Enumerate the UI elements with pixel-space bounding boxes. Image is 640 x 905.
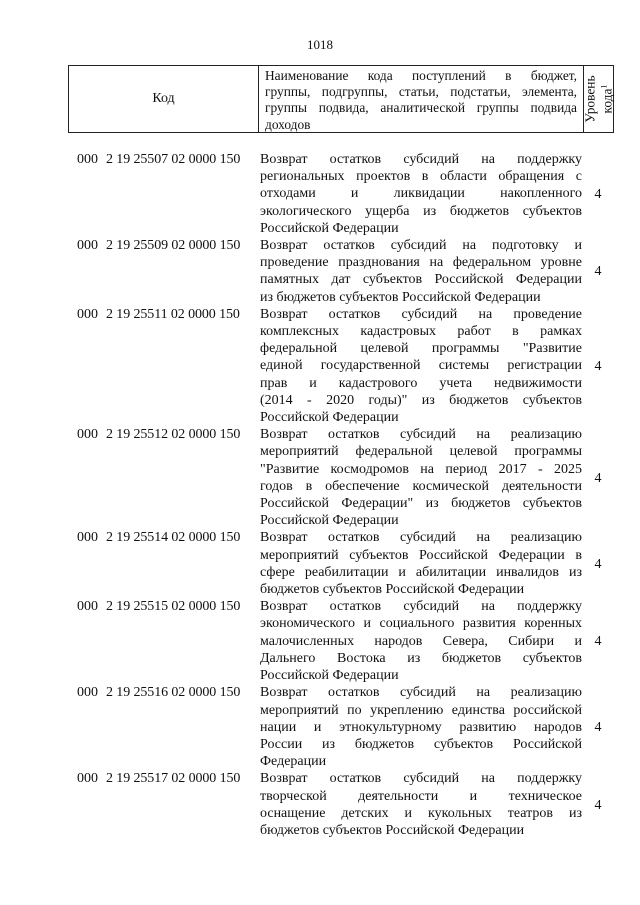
row-description-line: мероприятий по укреплению единства российской (260, 702, 582, 718)
row-description-line: проведение празднования на федеральном уровне (260, 255, 582, 271)
row-code-level: 4 (594, 797, 602, 813)
row-description-line: мероприятий субъектов Российской Федерации в (260, 547, 582, 563)
row-description-line: экологического ущерба из бюджетов субъектов (260, 203, 582, 219)
row-revenue-code: 2 19 25515 02 0000 150 (106, 599, 241, 615)
row-description (260, 529, 582, 598)
row-code-level: 4 (594, 359, 602, 375)
row-admin-code: 000 (77, 238, 98, 254)
header-name-line: Наименование кода поступлений в бюджет, (265, 68, 577, 83)
header-level-word: Уровень (581, 75, 597, 123)
row-description (260, 306, 582, 426)
row-description (260, 426, 582, 529)
row-description-line: Российской Федерации (260, 513, 399, 529)
row-description-line: "Развитие космодромов на период 2017 - 2025 (260, 461, 582, 477)
row-description-line: Возврат остатков субсидий на подготовку и (260, 238, 582, 254)
row-code-level: 4 (594, 264, 602, 280)
row-description-line: нации и этнокультурному развитию народов (260, 719, 582, 735)
table-body (68, 151, 614, 839)
row-description-line: малочисленных народов Севера, Сибири и (260, 633, 582, 649)
row-description-line: Возврат остатков субсидий на поддержку (260, 771, 582, 787)
row-revenue-code: 2 19 25512 02 0000 150 (106, 427, 241, 443)
table-header (68, 65, 614, 133)
row-description-line: Возврат остатков субсидий на реализацию (260, 685, 582, 701)
row-description-line: оснащение детских и кукольных театров из (260, 805, 582, 821)
row-revenue-code: 2 19 25517 02 0000 150 (106, 771, 241, 787)
row-description-line: единой государственной системы регистрации (260, 358, 582, 374)
row-description (260, 237, 582, 306)
header-name-line: группы, подгруппы, статьи, подстатьи, элемента, (265, 84, 577, 100)
row-description-line: России из бюджетов субъектов Российской (260, 736, 582, 752)
table-row (68, 770, 614, 839)
row-admin-code: 000 (77, 427, 98, 443)
row-description-line: экономического и социального развития коренных (260, 616, 582, 632)
row-admin-code: 000 (77, 771, 98, 787)
row-description-line: из бюджетов субъектов Российской Федерации (260, 289, 541, 305)
header-name-line: группы подвида, аналитической группы подвида (265, 100, 577, 116)
row-description-line: бюджетов субъектов Российской Федерации (260, 822, 525, 838)
row-code-level: 4 (594, 720, 602, 736)
row-description-line: Возврат остатков субсидий на поддержку (260, 152, 582, 167)
row-description-line: Возврат остатков субсидий на поддержку (260, 599, 582, 615)
row-description-line: сфере реабилитации и абилитации инвалидов из (260, 564, 582, 580)
header-name-line: доходов (265, 116, 311, 132)
row-admin-code: 000 (77, 685, 98, 701)
row-description (260, 151, 582, 237)
row-description-line: прав и кадастрового учета недвижимости (260, 375, 582, 391)
row-description-line: Дальнего Востока из бюджетов субъектов (260, 650, 582, 666)
header-code-column (69, 66, 259, 132)
table-row (68, 151, 614, 237)
row-revenue-code: 2 19 25509 02 0000 150 (106, 238, 241, 254)
row-description (260, 598, 582, 684)
row-description-line: памятных дат субъектов Российской Федерации (260, 272, 582, 288)
page-number: 1018 (307, 37, 333, 52)
row-description-line: Федерации (260, 754, 327, 770)
row-description-line: (2014 - 2020 годы)" из бюджетов субъектов (260, 392, 582, 408)
row-revenue-code: 2 19 25511 02 0000 150 (106, 306, 240, 322)
header-level-column (581, 66, 615, 132)
row-description-line: отходами и ликвидации накопленного (260, 186, 582, 202)
row-description-line: Возврат остатков субсидий на реализацию (260, 427, 582, 443)
table-row (68, 598, 614, 684)
row-code-level: 4 (594, 187, 602, 202)
header-level-label (583, 75, 614, 122)
row-code-level: 4 (594, 634, 602, 650)
row-admin-code: 000 (77, 306, 98, 322)
header-level-footnote: 1 (598, 84, 608, 89)
table-row (68, 529, 614, 598)
row-description-line: Возврат остатков субсидий на проведение (260, 306, 582, 322)
table-row (68, 426, 614, 529)
row-description-line: Российской Федерации (260, 668, 399, 684)
row-description (260, 770, 582, 839)
row-description-line: мероприятий федеральной целевой программы (260, 444, 582, 460)
row-description-line: Российской Федерации (260, 410, 399, 426)
row-description-line: федеральной целевой программы "Развитие (260, 341, 582, 357)
header-code-label: Код (152, 91, 175, 106)
row-description-line: комплексных кадастровых работ в рамках (260, 324, 582, 340)
row-description-line: Российской Федерации (260, 220, 399, 236)
table-row (68, 237, 614, 306)
row-description-line: бюджетов субъектов Российской Федерации (260, 582, 525, 598)
row-description-line: региональных проектов в области обращения с (260, 169, 582, 185)
row-admin-code: 000 (77, 599, 98, 615)
row-revenue-code: 2 19 25514 02 0000 150 (106, 530, 241, 546)
row-description-line: Российской Федерации" из бюджетов субъектов (260, 496, 582, 512)
row-description (260, 684, 582, 770)
table-row (68, 306, 614, 426)
row-code-level: 4 (594, 470, 602, 486)
row-admin-code: 000 (77, 530, 98, 546)
row-description-line: годов в обеспечение космической деятельности (260, 478, 582, 494)
header-level-code-word: кода (599, 88, 615, 114)
row-description-line: Возврат остатков субсидий на реализацию (260, 530, 582, 546)
row-description-line: творческой деятельности и техническое (260, 788, 582, 804)
table-row (68, 684, 614, 770)
row-code-level: 4 (594, 556, 602, 572)
row-revenue-code: 2 19 25507 02 0000 150 (106, 152, 241, 167)
row-revenue-code: 2 19 25516 02 0000 150 (106, 685, 241, 701)
header-name-column (259, 66, 584, 132)
row-admin-code: 000 (77, 152, 98, 167)
